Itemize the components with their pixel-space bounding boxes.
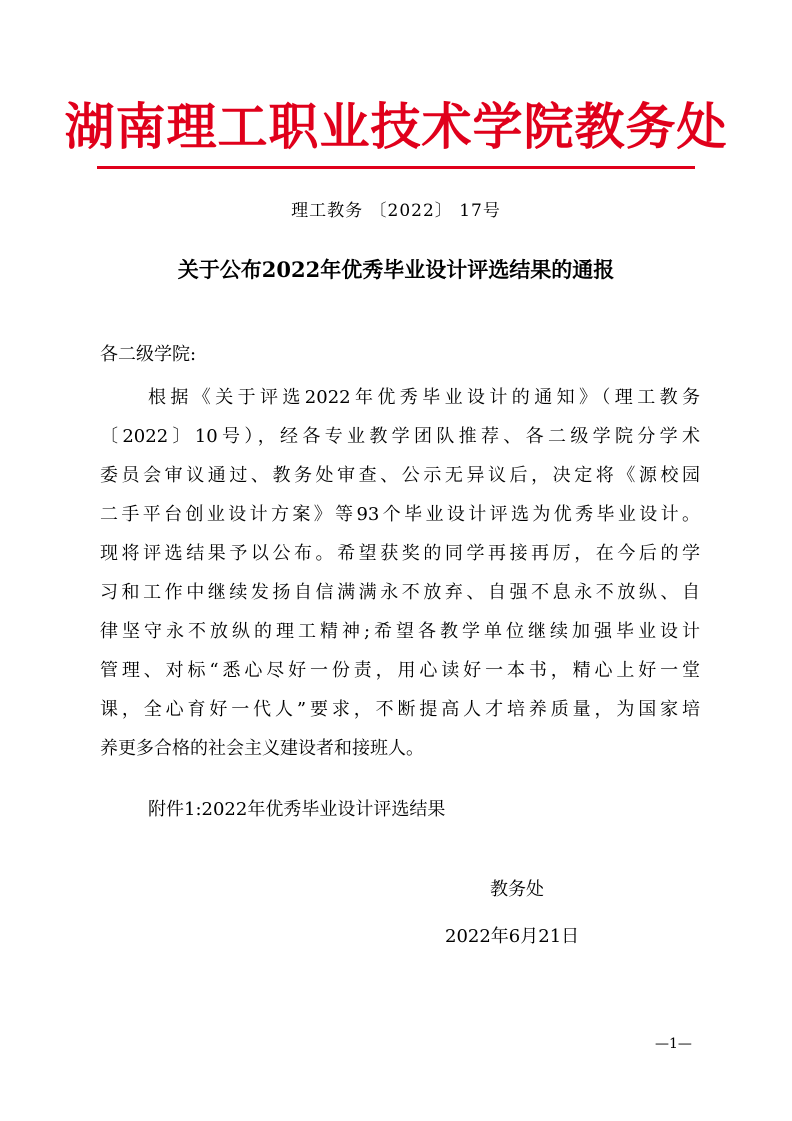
body-line: 委员会审议通过、教务处审查、公示无异议后，决定将《源校园 xyxy=(100,465,700,486)
body-line: 二手平台创业设计方案》等93个毕业设计评选为优秀毕业设计。 xyxy=(100,504,700,525)
letterhead-divider xyxy=(97,166,695,169)
body-line: 习和工作中继续发扬自信满满永不放弃、自强不息永不放纵、自 xyxy=(100,582,700,603)
body-paragraph xyxy=(100,378,700,768)
body-line: 〔2022〕10号），经各专业教学团队推荐、各二级学院分学术 xyxy=(100,426,700,447)
body-line: 管理、对标“悉心尽好一份责，用心读好一本书，精心上好一堂 xyxy=(100,660,700,681)
body-line: 养更多合格的社会主义建设者和接班人。 xyxy=(100,738,424,759)
letterhead-title: 湖南理工职业技术学院教务处 xyxy=(64,97,728,156)
body-line: 课，全心育好一代人”要求，不断提高人才培养质量，为国家培 xyxy=(100,699,700,720)
signature-date: 2022年6月21日 xyxy=(445,926,580,947)
page-number: —1— xyxy=(655,1036,692,1052)
body-line: 根据《关于评选2022年优秀毕业设计的通知》（理工教务 xyxy=(148,387,700,408)
document-number: 理工教务 〔2022〕 17号 xyxy=(291,201,501,221)
body-line: 现将评选结果予以公布。希望获奖的同学再接再厉，在今后的学 xyxy=(100,543,700,564)
attachment-note: 附件1:2022年优秀毕业设计评选结果 xyxy=(148,799,446,820)
body-line: 律坚守永不放纵的理工精神;希望各教学单位继续加强毕业设计 xyxy=(100,621,700,642)
signature-organization: 教务处 xyxy=(490,879,544,900)
salutation: 各二级学院: xyxy=(100,344,197,365)
document-title: 关于公布2022年优秀毕业设计评选结果的通报 xyxy=(177,257,615,282)
